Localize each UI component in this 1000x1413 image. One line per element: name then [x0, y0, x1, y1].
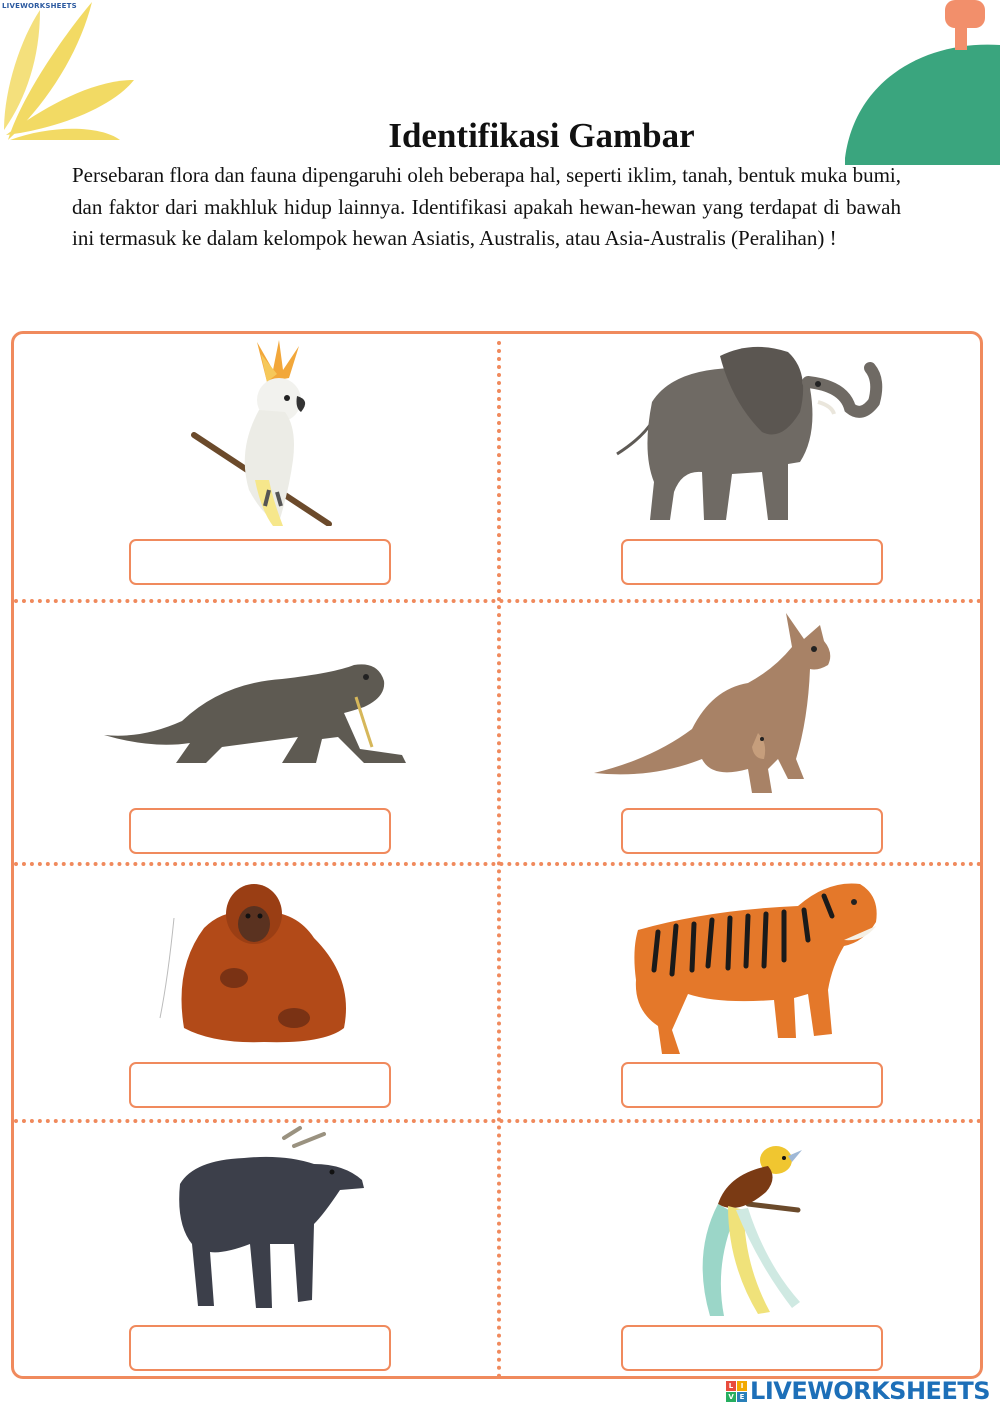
answer-input-anoa[interactable]	[129, 1325, 391, 1371]
answer-input-kangaroo[interactable]	[621, 808, 883, 854]
anoa-icon	[174, 1124, 370, 1312]
row-divider	[14, 862, 982, 866]
kangaroo-icon	[592, 609, 854, 799]
brand-text: LIVEWORKSHEETS	[750, 1377, 990, 1405]
column-divider	[497, 341, 501, 1379]
answer-input-elephant[interactable]	[621, 539, 883, 585]
bird-of-paradise-icon	[688, 1144, 806, 1318]
orangutan-icon	[154, 878, 356, 1048]
brand-badge-icon: L I V E	[726, 1381, 747, 1402]
answer-input-komodo-dragon[interactable]	[129, 808, 391, 854]
page-title: Identifikasi Gambar	[388, 116, 695, 155]
komodo-dragon-icon	[102, 653, 414, 765]
tiger-icon	[628, 870, 882, 1058]
mini-brand-logo: LIVEWORKSHEETS	[2, 2, 77, 10]
answer-input-tiger[interactable]	[621, 1062, 883, 1108]
instructions-text: Persebaran flora dan fauna dipengaruhi oleh beberapa hal, seperti iklim, tanah, bentuk muka bumi, dan faktor dari makhluk hidup lainnya. Identifikasi apakah hewan-hewan yang terdapat di bawah ini termasuk ke dalam kelompok hewan Asiatis, Australis, atau Asia-Australis (Peralihan) !	[72, 163, 901, 250]
row-divider	[14, 599, 982, 603]
answer-input-cockatoo[interactable]	[129, 539, 391, 585]
answer-input-orangutan[interactable]	[129, 1062, 391, 1108]
row-divider	[14, 1119, 982, 1123]
elephant-icon	[612, 342, 884, 524]
liveworksheets-logo	[726, 1377, 990, 1405]
cockatoo-icon	[189, 340, 339, 526]
answer-input-bird-of-paradise[interactable]	[621, 1325, 883, 1371]
